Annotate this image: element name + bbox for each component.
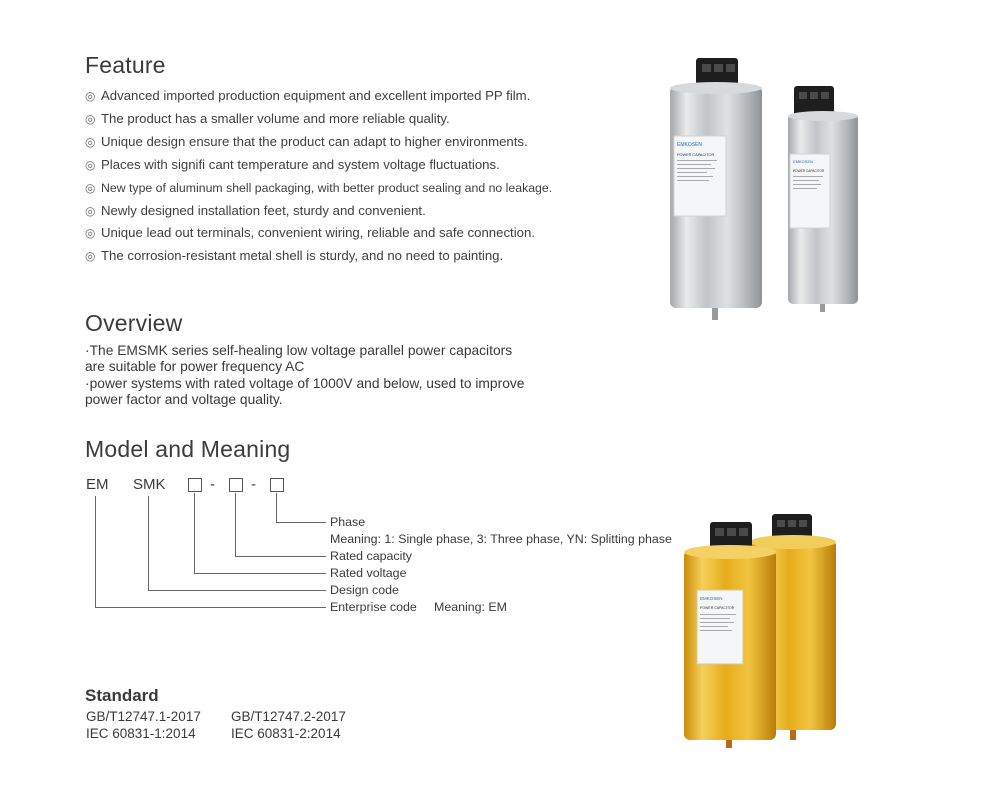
- standard-item: GB/T12747.2-2017: [231, 709, 346, 724]
- large-silver-capacitor: [670, 58, 762, 320]
- bracket-line: [276, 522, 326, 523]
- label-brand: EMKOSEN: [700, 596, 723, 601]
- label-enterprise-code: Enterprise code Meaning: EM: [330, 600, 507, 614]
- model-separator: -: [251, 476, 256, 493]
- bracket-line: [148, 496, 149, 590]
- bracket-line: [276, 493, 277, 522]
- label-design-code: Design code: [330, 583, 399, 597]
- bracket-line: [194, 573, 326, 574]
- label-type: POWER CAPACITOR: [793, 169, 825, 173]
- model-separator: -: [210, 476, 215, 493]
- bracket-line: [235, 493, 236, 556]
- bracket-line: [148, 590, 326, 591]
- label-rated-capacity: Rated capacity: [330, 549, 412, 563]
- circle-bullet-icon: ◎: [85, 157, 96, 172]
- small-silver-capacitor: [788, 86, 858, 312]
- label-type: POWER CAPACITOR: [700, 606, 735, 610]
- feature-item: ◎ Advanced imported production equipment and excellent imported PP film.: [85, 85, 552, 108]
- feature-title: Feature: [85, 52, 166, 78]
- model-code-series: SMK: [133, 476, 166, 493]
- gold-capacitors-image: [680, 510, 850, 750]
- overview-paragraph: ·power systems with rated voltage of 1000V and below, used to improve power factor and voltage quality.: [85, 375, 525, 408]
- circle-bullet-icon: ◎: [85, 203, 96, 218]
- feature-list: [85, 85, 552, 268]
- circle-bullet-icon: ◎: [85, 89, 96, 103]
- label-brand: EMKOSEN: [677, 142, 703, 148]
- model-placeholder-box: [229, 478, 243, 492]
- feature-item: ◎ The corrosion-resistant metal shell is sturdy, and no need to painting.: [85, 245, 552, 268]
- circle-bullet-icon: ◎: [85, 226, 96, 241]
- model-placeholder-box: [270, 478, 284, 492]
- circle-bullet-icon: ◎: [85, 134, 96, 149]
- bracket-line: [194, 493, 195, 573]
- overview-paragraph: ·The EMSMK series self-healing low voltage parallel power capacitors are suitable for power frequency AC: [85, 343, 513, 375]
- feature-item: ◎ Unique lead out terminals, convenient wiring, reliable and safe connection.: [85, 222, 552, 245]
- bracket-line: [95, 607, 326, 608]
- overview-title: Overview: [85, 310, 183, 336]
- feature-item: ◎ New type of aluminum shell packaging, with better product sealing and no leakage.: [85, 177, 552, 200]
- label-phase: Phase: [330, 515, 366, 529]
- model-title: Model and Meaning: [85, 436, 291, 462]
- model-code-prefix: EM: [86, 476, 109, 493]
- bracket-line: [235, 556, 326, 557]
- label-type: POWER CAPACITOR: [677, 153, 715, 157]
- feature-item: ◎ Unique design ensure that the product can adapt to higher environments.: [85, 131, 552, 154]
- standard-item: IEC 60831-1:2014: [86, 726, 196, 741]
- label-phase-meaning: Meaning: 1: Single phase, 3: Three phase, YN: Splitting phase: [330, 532, 672, 546]
- feature-item: ◎ Places with signifi cant temperature and system voltage fluctuations.: [85, 154, 552, 177]
- standard-item: IEC 60831-2:2014: [231, 726, 341, 741]
- label-rated-voltage: Rated voltage: [330, 566, 407, 580]
- feature-item: ◎ The product has a smaller volume and more reliable quality.: [85, 108, 552, 131]
- circle-bullet-icon: ◎: [85, 180, 96, 195]
- standard-title: Standard: [85, 686, 159, 705]
- label-brand: EMKOSEN: [793, 159, 814, 164]
- circle-bullet-icon: ◎: [85, 111, 96, 126]
- feature-item: ◎ Newly designed installation feet, sturdy and convenient.: [85, 200, 552, 223]
- silver-capacitors-image: [660, 50, 860, 325]
- overview-text: [85, 343, 535, 409]
- standard-item: GB/T12747.1-2017: [86, 709, 201, 724]
- model-placeholder-box: [188, 478, 202, 492]
- front-gold-capacitor: [684, 522, 776, 748]
- bracket-line: [95, 496, 96, 607]
- circle-bullet-icon: ◎: [85, 249, 96, 264]
